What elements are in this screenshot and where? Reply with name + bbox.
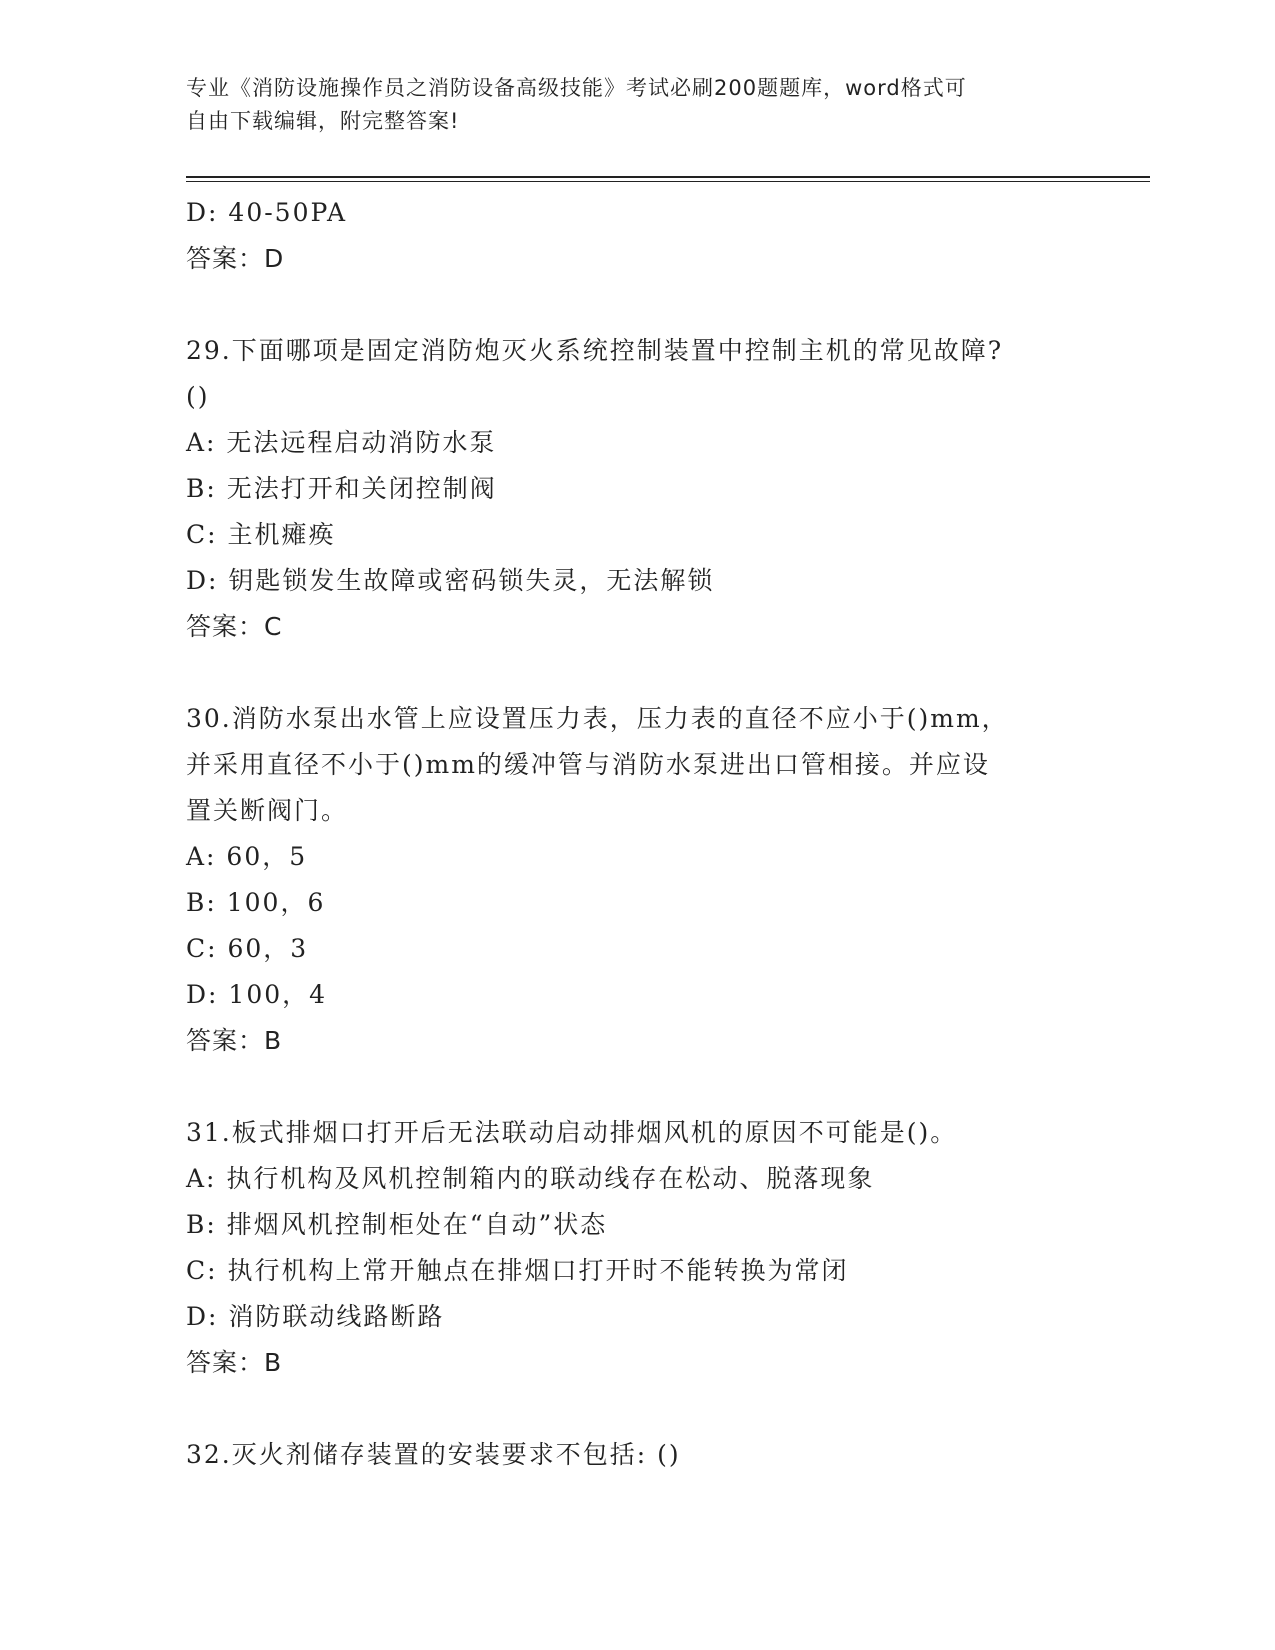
- option-c: C: 执行机构上常开触点在排烟口打开时不能转换为常闭: [186, 1256, 849, 1285]
- question-stem-cont: 置关断阀门。: [186, 796, 349, 825]
- answer-line: 答案：B: [186, 1026, 283, 1055]
- option-b: B: 排烟风机控制柜处在“自动”状态: [186, 1210, 608, 1239]
- question-stem: 31.板式排烟口打开后无法联动启动排烟风机的原因不可能是()。: [186, 1118, 958, 1147]
- question-30: [186, 696, 1106, 1064]
- answer-line: 答案：D: [186, 244, 285, 273]
- question-stem: 30.消防水泵出水管上应设置压力表，压力表的直径不应小于()mm，: [186, 704, 1009, 733]
- option-a: A: 60，5: [186, 842, 308, 871]
- option-b: B: 无法打开和关闭控制阀: [186, 474, 497, 503]
- header-rule-thin: [186, 181, 1150, 182]
- answer-line: 答案：C: [186, 612, 283, 641]
- question-29: [186, 328, 1106, 650]
- option-d: D: 消防联动线路断路: [186, 1302, 445, 1331]
- question-32: [186, 1432, 1106, 1478]
- question-31: [186, 1110, 1106, 1386]
- option-d: D: 钥匙锁发生故障或密码锁失灵，无法解锁: [186, 566, 715, 595]
- option-d: D: 40-50PA: [186, 198, 348, 227]
- header-rule-thick: [186, 176, 1150, 178]
- option-d: D: 100，4: [186, 980, 328, 1009]
- header-line-1: 专业《消防设施操作员之消防设备高级技能》考试必刷200题题库，word格式可: [186, 76, 967, 100]
- option-c: C: 主机瘫痪: [186, 520, 336, 549]
- question-stem-cont: (): [186, 382, 210, 411]
- question-stem: 29.下面哪项是固定消防炮灭火系统控制装置中控制主机的常见故障?: [186, 336, 1004, 365]
- document-body: [186, 190, 1106, 1478]
- question-stem-cont: 并采用直径不小于()mm的缓冲管与消防水泵进出口管相接。并应设: [186, 750, 990, 779]
- header-line-2: 自由下载编辑，附完整答案!: [186, 109, 460, 133]
- option-b: B: 100，6: [186, 888, 326, 917]
- option-c: C: 60，3: [186, 934, 309, 963]
- page-header: [186, 72, 1066, 138]
- question-stem: 32.灭火剂储存装置的安装要求不包括: (): [186, 1440, 681, 1469]
- answer-line: 答案：B: [186, 1348, 283, 1377]
- option-a: A: 执行机构及风机控制箱内的联动线存在松动、脱落现象: [186, 1164, 875, 1193]
- option-a: A: 无法远程启动消防水泵: [186, 428, 497, 457]
